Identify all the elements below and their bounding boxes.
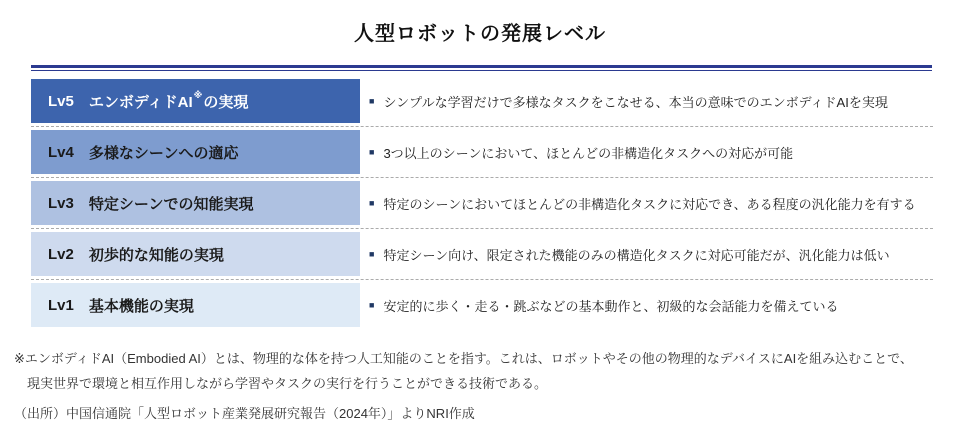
- source-attribution: （出所）中国信通院「人型ロボット産業発展研究報告（2024年）」よりNRI作成: [14, 406, 475, 421]
- level-description-cell: [360, 181, 933, 225]
- level-number: Lv4: [48, 143, 74, 161]
- level-number: Lv5: [48, 92, 74, 110]
- level-title: エンボディドAI: [88, 93, 193, 111]
- level-title: 初歩的な知能の実現: [88, 246, 224, 264]
- row-separator: [31, 126, 933, 127]
- level-table: [31, 79, 933, 327]
- row-separator: [31, 279, 933, 280]
- level-label-cell: [31, 130, 360, 174]
- square-bullet-icon: ■: [369, 197, 375, 208]
- row-separator: [31, 177, 933, 178]
- footnote-line-2: 現実世界で環境と相互作用しながら学習やタスクの実行を行うことができる技術である。: [27, 376, 548, 391]
- footnote-line-1: ※エンボディドAI（Embodied AI）とは、物理的な体を持つ人工知能のことを指す。これは、ロボットやその他の物理的なデバイスにAIを組み込むことで、: [14, 351, 913, 366]
- level-title-rest: の実現: [203, 93, 249, 111]
- level-description-cell: [360, 130, 933, 174]
- level-description: シンプルな学習だけで多様なタスクをこなせる、本当の意味でのエンボディドAIを実現: [383, 94, 888, 110]
- level-description: 特定のシーンにおいてほとんどの非構造化タスクに対応でき、ある程度の汎化能力を有する: [383, 196, 916, 212]
- level-description: 安定的に歩く・走る・跳ぶなどの基本動作と、初級的な会話能力を備えている: [383, 298, 839, 314]
- level-number: Lv3: [48, 194, 74, 212]
- level-title: 基本機能の実現: [88, 297, 194, 315]
- table-row: [31, 79, 933, 123]
- table-row: [31, 283, 933, 327]
- level-label-cell: [31, 181, 360, 225]
- level-label-cell: [31, 283, 360, 327]
- footnote: [14, 346, 940, 396]
- level-number: Lv1: [48, 296, 74, 314]
- table-row: [31, 181, 933, 225]
- title-underline-rule: [31, 65, 932, 71]
- row-separator: [31, 228, 933, 229]
- level-label-cell: [31, 232, 360, 276]
- square-bullet-icon: ■: [369, 248, 375, 259]
- level-title: 多様なシーンへの適応: [88, 144, 239, 162]
- footnote-reference-mark: ※: [193, 89, 203, 100]
- table-row: [31, 130, 933, 174]
- square-bullet-icon: ■: [369, 299, 375, 310]
- level-description: 特定シーン向け、限定された機能のみの構造化タスクに対応可能だが、汎化能力は低い: [383, 247, 890, 263]
- square-bullet-icon: ■: [369, 95, 375, 106]
- level-title: 特定シーンでの知能実現: [88, 195, 254, 213]
- level-label-cell: [31, 79, 360, 123]
- level-number: Lv2: [48, 245, 74, 263]
- level-description-cell: [360, 79, 933, 123]
- square-bullet-icon: ■: [369, 146, 375, 157]
- level-description-cell: [360, 283, 933, 327]
- level-description: 3つ以上のシーンにおいて、ほとんどの非構造化タスクへの対応が可能: [383, 145, 794, 161]
- page-title: 人型ロボットの発展レベル: [354, 23, 606, 45]
- table-row: [31, 232, 933, 276]
- level-description-cell: [360, 232, 933, 276]
